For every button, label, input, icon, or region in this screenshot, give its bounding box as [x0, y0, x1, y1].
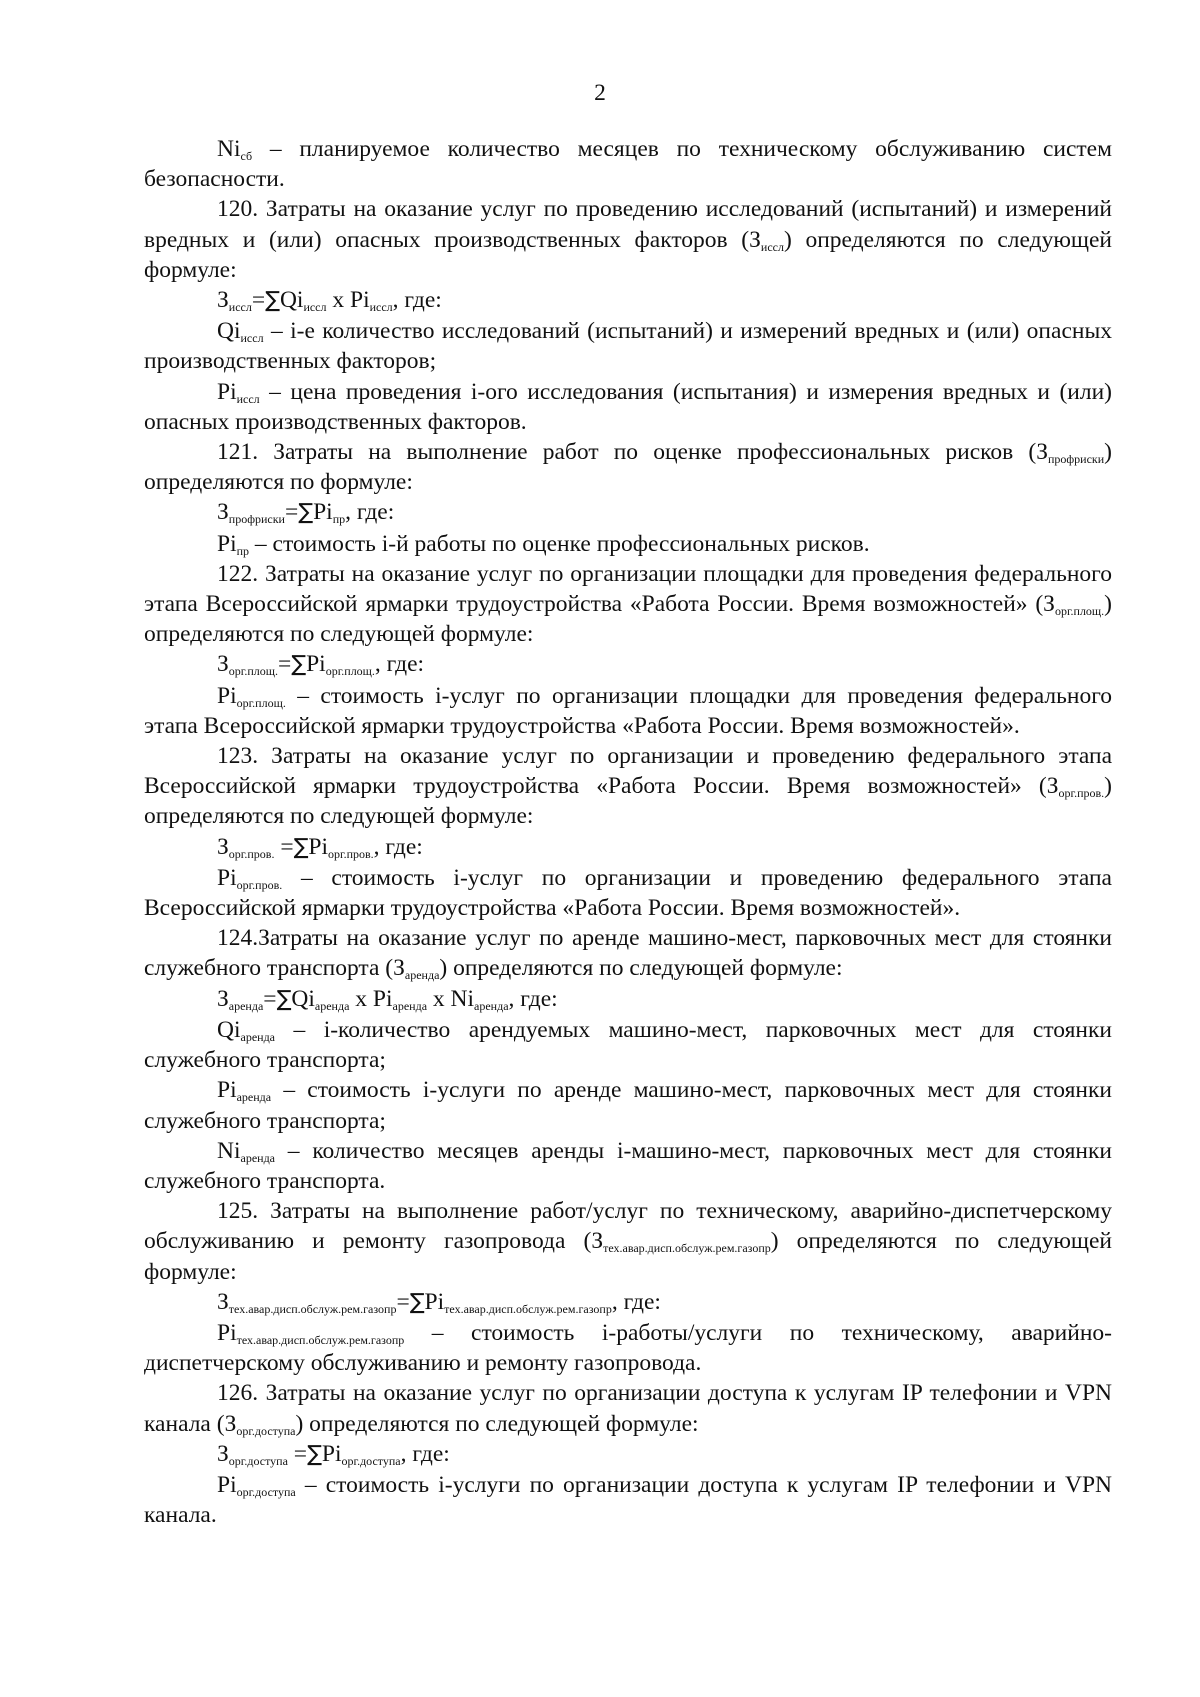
- definition-pi-arenda: $Pi_{аренда}$ – стоимость i-услуги по аренде машино-мест, парковочных мест для стоянки служебного транспорта;: [144, 1077, 1112, 1134]
- definition-ni-arenda: $Ni_{аренда}$ – количество месяцев аренды i-машино-мест, парковочных мест для стоянки служебного транспорта.: [144, 1137, 1112, 1194]
- item-123: 123. Затраты на оказание услуг по организации и проведению федерального этапа Всероссийской ярмарки трудоустройства «Работа России. Время возможностей» $(З_{орг.пров.})$ определяются по следующей формуле:: [144, 743, 1112, 830]
- formula-122: $З_{орг.площ.}=\sum Pi_{орг.площ.}$, где:: [217, 651, 425, 679]
- definition-pi-org-plosch: $Pi_{орг.площ.}$ – стоимость i-услуг по организации площадки для проведения федерального этапа Всероссийской ярмарки трудоустройства «Работа России. Время возможностей».: [144, 682, 1112, 739]
- item-122: 122. Затраты на оказание услуг по организации площадки для проведения федерального этапа Всероссийской ярмарки трудоустройства «Работа России. Время возможностей» $(З_{орг.площ.})$ определяются по следующей формуле:: [144, 560, 1112, 648]
- formula-120: $З_{иссл}=\sum Qi_{иссл}$ x $Pi_{иссл}$, где:: [217, 287, 442, 315]
- formula-125: $З_{тех.авар.дисп.обслуж.рем.газопр}=\sum Pi_{тех.авар.дисп.обслуж.рем.газопр}$, где:: [217, 1288, 661, 1316]
- document-body: [144, 134, 1112, 1530]
- formula-123: $З_{орг.пров.} =\sum Pi_{орг.пров.}$, где:: [217, 833, 423, 861]
- definition-qi-arenda: $Qi_{аренда}$ – i-количество арендуемых машино-мест, парковочных мест для стоянки служебного транспорта;: [144, 1016, 1112, 1074]
- formula-126: $З_{орг.доступа} =\sum Pi_{орг.доступа}$, где:: [217, 1440, 450, 1468]
- definition-ni-sb: $Ni_{сб}$ – планируемое количество месяцев по техническому обслуживанию систем безопасности.: [144, 136, 1112, 193]
- definition-pi-pr: $Pi_{пр}$ – стоимость i-й работы по оценке профессиональных рисков.: [217, 530, 870, 558]
- definition-pi-org-prov: $Pi_{орг.пров.}$ – стоимость i-услуг по организации и проведению федерального этапа Всероссийской ярмарки трудоустройства «Работа России. Время возможностей».: [144, 864, 1112, 922]
- definition-pi-org-dostupa: $Pi_{орг.доступа}$ – стоимость i-услуги по организации доступа к услугам IP телефонии и VPN канала.: [144, 1471, 1112, 1529]
- item-125: 125. Затраты на выполнение работ/услуг по техническому, аварийно-диспетчерскому обслуживанию и ремонту газопровода $(З_{тех.авар.дисп.обслуж.рем.газопр})$ определяются по следующей формуле:: [144, 1198, 1112, 1285]
- formula-124: $З_{аренда}=\sum Qi_{аренда}$ x $Pi_{аренда}$ x $Ni_{аренда}$, где:: [217, 985, 558, 1013]
- item-121: 121. Затраты на выполнение работ по оценке профессиональных рисков $(З_{профриски})$ определяются по формуле:: [144, 439, 1112, 496]
- definition-pi-issl: $Pi_{иссл}$ – цена проведения i-ого исследования (испытания) и измерения вредных и (или) опасных производственных факторов.: [144, 378, 1112, 435]
- formula-121: $З_{профриски}=\sum Pi_{пр}$, где:: [217, 499, 395, 527]
- item-124: 124.Затраты на оказание услуг по аренде машино-мест, парковочных мест для стоянки служебного транспорта $(З_{аренда})$ определяются по следующей формуле:: [144, 925, 1112, 983]
- definition-qi-issl: $Qi_{иссл} - i-е$ количество исследований (испытаний) и измерений вредных и (или) опасных производственных факторов;: [144, 318, 1112, 375]
- page-number: 2: [594, 80, 606, 106]
- item-120: 120. Затраты на оказание услуг по проведению исследований (испытаний) и измерений вредных и (или) опасных производственных факторов $(З_{иссл})$ определяются по следующей формуле:: [144, 196, 1112, 283]
- definition-pi-gazopr: $Pi_{тех.авар.дисп.обслуж.рем.газопр}$ – стоимость i-работы/услуги по техническому, аварийно-диспетчерскому обслуживанию и ремонту газопровода.: [144, 1319, 1112, 1377]
- item-126: 126. Затраты на оказание услуг по организации доступа к услугам IP телефонии и VPN канала $(З_{орг.доступа})$ определяются по следующей формуле:: [144, 1380, 1112, 1438]
